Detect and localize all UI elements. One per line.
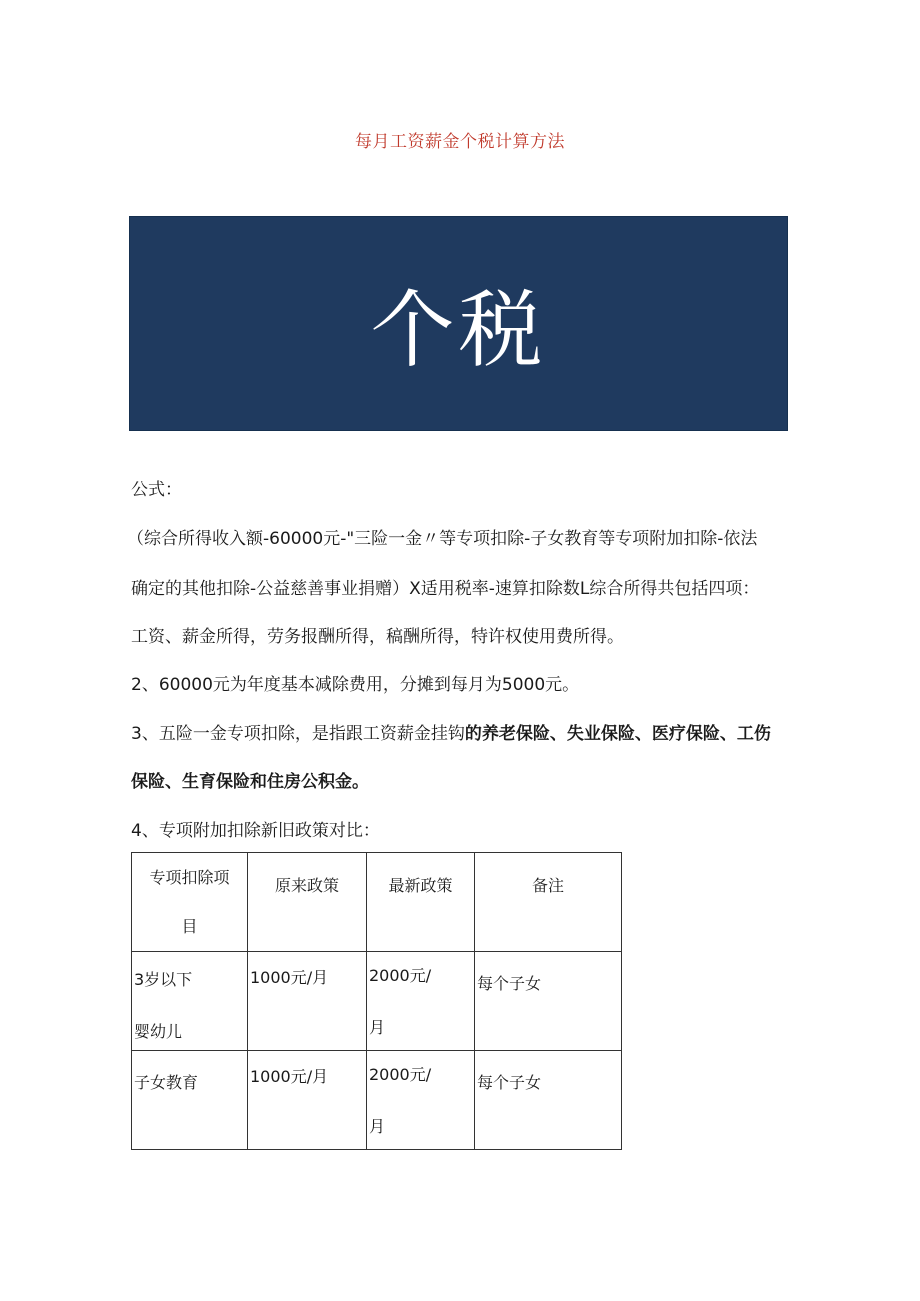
header-new-policy: 最新政策 — [388, 876, 453, 895]
banner-text: 个税 — [370, 281, 547, 379]
formula-line-3: 工资、薪金所得，劳务报酬所得，稿酬所得，特许权使用费所得。 — [131, 627, 624, 647]
row-new-policy — [367, 1051, 474, 1149]
row-new-policy-line-1: 2000元/ — [369, 966, 432, 985]
row-new-policy-line-2: 月 — [369, 1018, 386, 1037]
row-old-policy: 1000元/月 — [250, 968, 329, 987]
tax-banner — [129, 216, 788, 431]
header-item — [132, 853, 247, 951]
row-note: 每个子女 — [477, 1073, 542, 1092]
row-item: 子女教育 — [134, 1073, 199, 1092]
row-note: 每个子女 — [477, 974, 542, 993]
header-note: 备注 — [531, 876, 564, 895]
row-item-line-2: 婴幼儿 — [134, 1022, 183, 1041]
item-3-line-1 — [131, 719, 771, 744]
item-3-bold-b: 保险、生育保险和住房公积金。 — [131, 772, 369, 792]
table-row — [132, 952, 622, 1051]
row-old-policy: 1000元/月 — [250, 1067, 329, 1086]
document-title: 每月工资薪金个税计算方法 — [355, 132, 565, 152]
item-3-line-2 — [131, 767, 369, 792]
header-item-line-1: 专项扣除项 — [149, 868, 230, 887]
row-new-policy-line-1: 2000元/ — [369, 1065, 432, 1084]
deduction-comparison-table — [131, 852, 622, 1150]
item-3-plain: 3、五险一金专项扣除，是指跟工资薪金挂钩 — [131, 724, 465, 744]
row-item — [132, 952, 247, 1050]
formula-line-2: 确定的其他扣除-公益慈善事业捐赠）X适用税率-速算扣除数L综合所得共包括四项： — [131, 579, 760, 599]
header-item-line-2: 目 — [181, 917, 198, 936]
row-item-line-1: 3岁以下 — [134, 970, 193, 989]
item-3-bold-a: 的养老保险、失业保险、医疗保险、工伤 — [464, 724, 771, 744]
item-2: 2、60000元为年度基本减除费用，分摊到每月为5000元。 — [131, 675, 580, 695]
formula-label: 公式： — [131, 480, 182, 500]
row-new-policy-line-2: 月 — [369, 1117, 386, 1136]
table-header-row — [132, 853, 622, 952]
row-new-policy — [367, 952, 474, 1050]
formula-line-1: （综合所得收入额-60000元-"三险一金〃等专项扣除-子女教育等专项附加扣除-依法 — [127, 529, 758, 549]
item-4: 4、专项附加扣除新旧政策对比： — [131, 821, 380, 841]
header-old-policy: 原来政策 — [274, 876, 339, 895]
table-row — [132, 1051, 622, 1150]
